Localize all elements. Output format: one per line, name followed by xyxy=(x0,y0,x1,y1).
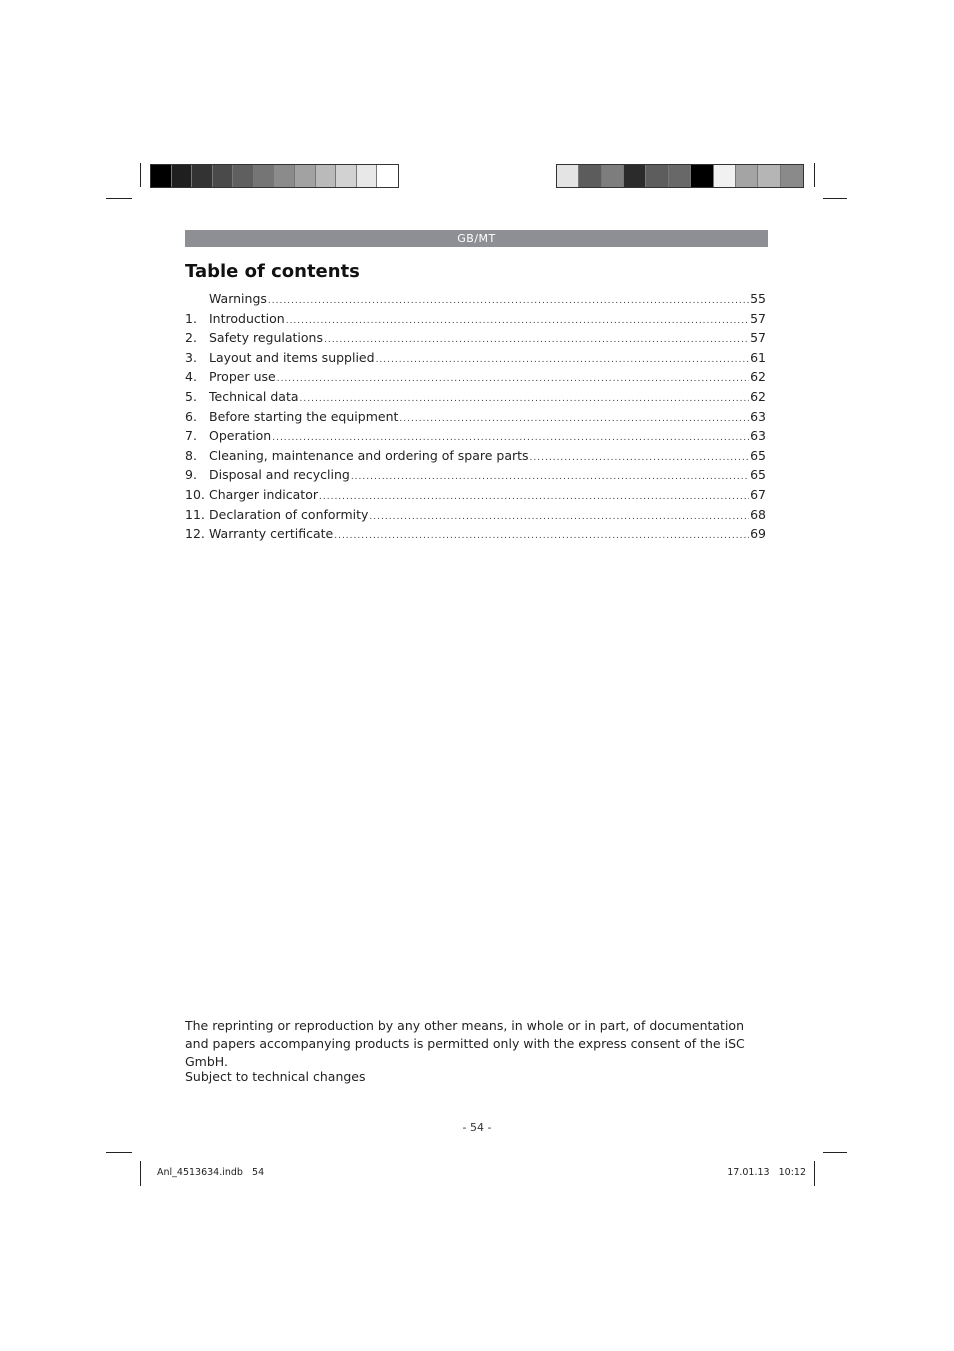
toc-entry-page: 63 xyxy=(750,428,766,444)
toc-entry xyxy=(185,387,766,407)
toc-entry-page: 65 xyxy=(750,447,766,463)
color-swatch xyxy=(758,165,780,187)
crop-mark xyxy=(823,198,847,199)
disclaimer-text: The reprinting or reproduction by any other means, in whole or in part, of documentation and papers accompanying products is permitted only with the express consent of the iSC GmbH. xyxy=(185,1018,745,1069)
toc-entry-number: 4. xyxy=(185,369,197,385)
toc-entry-number: 11. xyxy=(185,506,205,522)
color-swatch xyxy=(781,165,803,187)
toc-leader-dots xyxy=(399,410,749,430)
print-slug-date: 17.01.13 10:12 xyxy=(727,1167,806,1178)
crop-mark xyxy=(106,1152,132,1153)
color-swatch xyxy=(579,165,601,187)
toc-leader-dots xyxy=(268,292,749,312)
toc-leader-dots xyxy=(277,370,749,390)
toc-entry-label: Introduction xyxy=(209,310,285,326)
toc-entry-label: Declaration of conformity xyxy=(209,506,369,522)
color-swatch xyxy=(624,165,646,187)
toc-leader-dots xyxy=(530,449,750,469)
toc-entry-label: Proper use xyxy=(209,369,276,385)
color-swatch xyxy=(274,165,295,187)
toc-entry xyxy=(185,465,766,485)
toc-entry-label: Before starting the equipment xyxy=(209,408,399,424)
table-of-contents xyxy=(185,289,766,544)
toc-entry-number: 1. xyxy=(185,310,197,326)
crop-mark xyxy=(140,1161,141,1186)
toc-entry-number: 7. xyxy=(185,428,197,444)
crop-mark xyxy=(106,198,132,199)
color-swatch xyxy=(691,165,713,187)
color-swatch xyxy=(377,165,398,187)
toc-entry xyxy=(185,289,766,309)
toc-entry-label: Disposal and recycling xyxy=(209,467,350,483)
toc-entry-label: Operation xyxy=(209,428,272,444)
color-calibration-strip-left xyxy=(150,164,399,188)
color-swatch xyxy=(151,165,172,187)
toc-entry-label: Technical data xyxy=(209,388,299,404)
page-title: Table of contents xyxy=(185,261,360,282)
toc-entry-page: 63 xyxy=(750,408,766,424)
toc-entry-label: Warnings xyxy=(209,291,267,306)
toc-entry xyxy=(185,426,766,446)
toc-entry-label: Cleaning, maintenance and ordering of spare parts xyxy=(209,447,529,463)
toc-entry-page: 67 xyxy=(750,486,766,502)
toc-leader-dots xyxy=(376,351,750,371)
color-swatch xyxy=(316,165,337,187)
color-swatch xyxy=(646,165,668,187)
toc-entry xyxy=(185,524,766,544)
color-swatch xyxy=(233,165,254,187)
toc-entry xyxy=(185,485,766,505)
crop-mark xyxy=(823,1152,847,1153)
toc-leader-dots xyxy=(351,468,749,488)
toc-entry xyxy=(185,348,766,368)
toc-entry-number: 9. xyxy=(185,467,197,483)
toc-entry-page: 57 xyxy=(750,330,766,346)
toc-entry-number: 8. xyxy=(185,447,197,463)
crop-mark xyxy=(140,163,141,187)
color-swatch xyxy=(714,165,736,187)
toc-entry-label: Safety regulations xyxy=(209,330,323,346)
color-swatch xyxy=(336,165,357,187)
toc-entry-number: 10. xyxy=(185,486,205,502)
toc-leader-dots xyxy=(369,508,749,528)
color-swatch xyxy=(557,165,579,187)
toc-entry-page: 57 xyxy=(750,310,766,326)
toc-entry-label: Warranty certificate xyxy=(209,526,334,542)
print-slug-file: Anl_4513634.indb 54 xyxy=(157,1167,265,1178)
color-swatch xyxy=(669,165,691,187)
toc-entry-page: 62 xyxy=(750,369,766,385)
color-swatch xyxy=(602,165,624,187)
toc-entry xyxy=(185,309,766,329)
crop-mark xyxy=(814,1161,815,1186)
toc-entry xyxy=(185,367,766,387)
color-swatch xyxy=(172,165,193,187)
color-calibration-strip-right xyxy=(556,164,804,188)
color-swatch xyxy=(192,165,213,187)
toc-entry-page: 68 xyxy=(750,506,766,522)
toc-entry xyxy=(185,407,766,427)
color-swatch xyxy=(357,165,378,187)
toc-entry xyxy=(185,446,766,466)
color-swatch xyxy=(254,165,275,187)
toc-entry xyxy=(185,505,766,525)
language-label: GB/MT xyxy=(457,232,496,245)
toc-entry-number: 5. xyxy=(185,388,197,404)
toc-leader-dots xyxy=(334,527,749,547)
toc-entry-label: Charger indicator xyxy=(209,486,318,502)
toc-entry-page: 62 xyxy=(750,388,766,404)
color-swatch xyxy=(736,165,758,187)
toc-leader-dots xyxy=(319,488,749,508)
color-swatch xyxy=(213,165,234,187)
toc-entry-number: 3. xyxy=(185,349,197,365)
crop-mark xyxy=(814,163,815,187)
toc-leader-dots xyxy=(286,312,749,332)
toc-entry-page: 61 xyxy=(750,349,766,365)
toc-entry-page: 65 xyxy=(750,467,766,483)
toc-leader-dots xyxy=(324,331,749,351)
toc-entry-number: 2. xyxy=(185,330,197,346)
toc-entry-label: Layout and items supplied xyxy=(209,349,375,365)
language-bar xyxy=(185,230,768,247)
toc-entry-number: 12. xyxy=(185,526,205,542)
toc-entry-page: 55 xyxy=(750,291,766,306)
page-number: - 54 - xyxy=(462,1121,492,1134)
toc-entry-page: 69 xyxy=(750,526,766,542)
color-swatch xyxy=(295,165,316,187)
toc-entry xyxy=(185,328,766,348)
technical-changes-note: Subject to technical changes xyxy=(185,1069,366,1084)
toc-entry-number: 6. xyxy=(185,408,197,424)
